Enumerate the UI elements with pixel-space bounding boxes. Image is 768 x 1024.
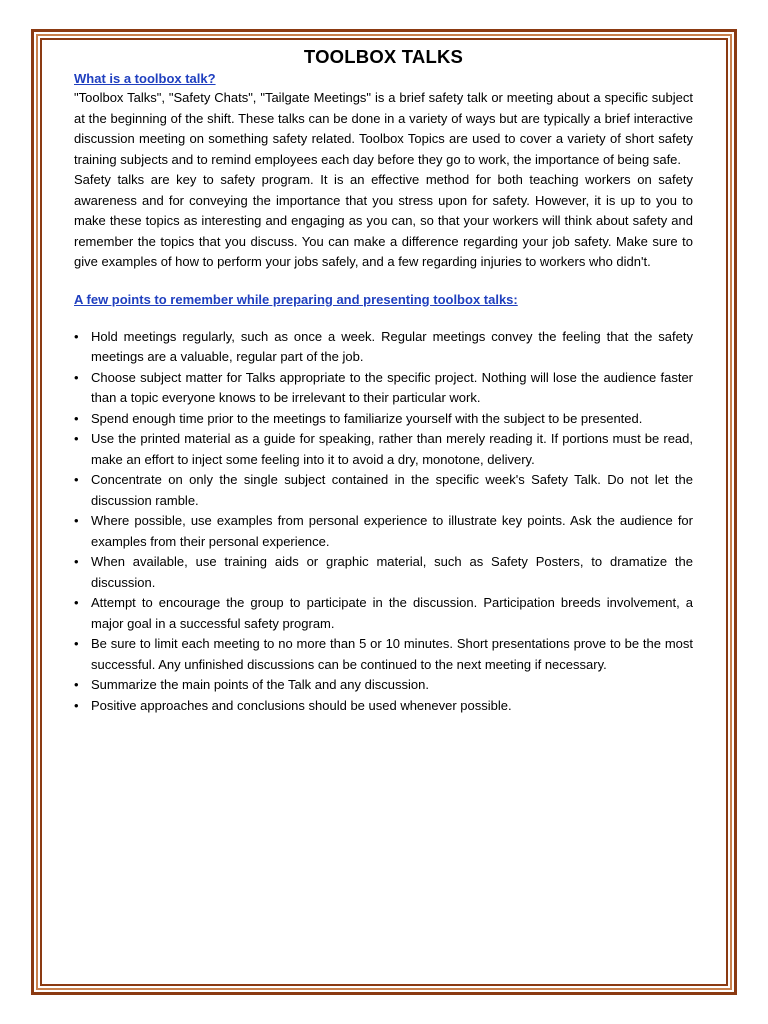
list-item: • Be sure to limit each meeting to no more than 5 or 10 minutes. Short presentations prove to be the most successful. Any unfinished discussions can be continued to the next meeting if necessary. xyxy=(74,636,693,672)
bullet-icon: • xyxy=(74,472,79,487)
bullet-icon: • xyxy=(74,410,79,426)
list-item: • Attempt to encourage the group to participate in the discussion. Participation breeds involvement, a major goal in a successful safety program. xyxy=(74,595,693,631)
document-body xyxy=(74,44,693,716)
bullet-icon: • xyxy=(74,328,79,344)
bullet-icon: • xyxy=(74,431,79,446)
list-item: • Concentrate on only the single subject contained in the specific week's Safety Talk. Do not let the discussion ramble. xyxy=(74,472,693,508)
list-item: • Choose subject matter for Talks appropriate to the specific project. Nothing will lose the audience faster than a topic everyone knows to be irrelevant to their particular work. xyxy=(74,369,693,405)
list-item: • Positive approaches and conclusions should be used whenever possible. xyxy=(74,696,693,717)
list-item: • When available, use training aids or graphic material, such as Safety Posters, to dramatize the discussion. xyxy=(74,554,693,590)
safety-talks-paragraph: Safety talks are key to safety program. It is an effective method for both teaching workers on safety awareness and for conveying the importance that you stress upon for safety. However, it is up to you to make these topics as interesting and engaging as you can, so that your workers will think about safety and remember the topics that you discuss. You can make a difference regarding your job safety. Make sure to give examples of how to perform your jobs safely, and a few regarding injuries to workers who didn't. xyxy=(74,172,693,269)
list-item: • Hold meetings regularly, such as once a week. Regular meetings convey the feeling that the safety meetings are a valuable, regular part of the job. xyxy=(74,328,693,364)
list-item: • Summarize the main points of the Talk and any discussion. xyxy=(74,675,693,696)
bullet-icon: • xyxy=(74,369,79,385)
points-list xyxy=(74,327,693,717)
list-item: • Where possible, use examples from personal experience to illustrate key points. Ask the audience for examples from their personal experience. xyxy=(74,513,693,549)
bullet-icon: • xyxy=(74,697,79,713)
what-is-toolbox-talk-heading: What is a toolbox talk? xyxy=(74,71,216,86)
intro-paragraph: "Toolbox Talks", "Safety Chats", "Tailgate Meetings" is a brief safety talk or meeting about a specific subject at the beginning of the shift. These talks can be done in a variety of ways but are typically a brief interactive discussion meeting on something safety related. Toolbox Topics are used to cover a variety of short safety training subjects and to remind employees each day before they go to work, the importance of being safe. xyxy=(74,90,693,167)
list-item: • Spend enough time prior to the meetings to familiarize yourself with the subject to be presented. xyxy=(74,409,693,430)
bullet-icon: • xyxy=(74,595,79,610)
list-item: • Use the printed material as a guide for speaking, rather than merely reading it. If portions must be read, make an effort to inject some feeling into it to avoid a dry, monotone, delivery. xyxy=(74,431,693,467)
points-to-remember-heading: A few points to remember while preparing and presenting toolbox talks: xyxy=(74,291,518,307)
bullet-icon: • xyxy=(74,554,79,569)
bullet-icon: • xyxy=(74,677,79,692)
page-title: TOOLBOX TALKS xyxy=(303,46,464,67)
bullet-icon: • xyxy=(74,636,79,651)
bullet-icon: • xyxy=(74,513,79,528)
